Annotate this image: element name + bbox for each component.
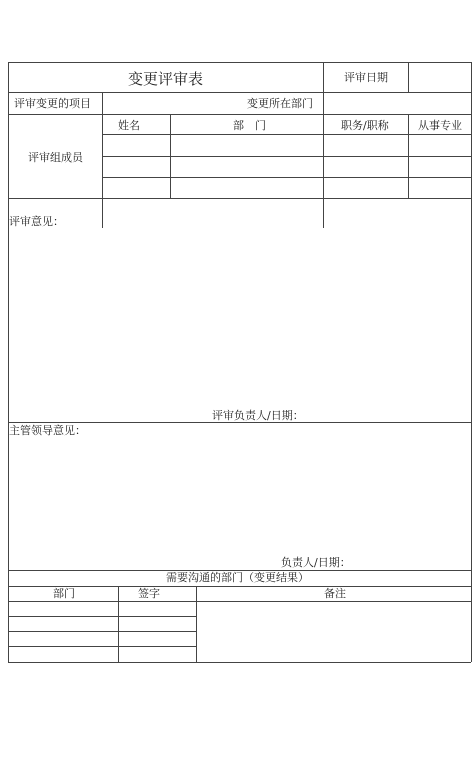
leader-opinion-field[interactable] bbox=[10, 440, 468, 552]
comm-remark-field[interactable] bbox=[198, 603, 469, 660]
comm-row-1-dept[interactable] bbox=[10, 603, 116, 615]
change-item-field[interactable] bbox=[104, 94, 244, 112]
member-row-1-name[interactable] bbox=[104, 136, 168, 154]
change-item-label: 评审变更的项目 bbox=[14, 97, 91, 110]
members-label: 评审组成员 bbox=[28, 151, 83, 164]
leader-opinion-label: 主管领导意见： bbox=[9, 424, 86, 437]
form-border-right bbox=[471, 62, 472, 662]
change-dept-field[interactable] bbox=[325, 94, 469, 112]
comm-col-remark: 备注 bbox=[324, 587, 346, 600]
opinion-sign-label: 评审负责人/日期： bbox=[212, 409, 304, 422]
opinion-field[interactable] bbox=[10, 232, 468, 402]
member-row-2-name[interactable] bbox=[104, 158, 168, 175]
comm-col-sign: 签字 bbox=[138, 587, 160, 600]
review-date-label: 评审日期 bbox=[344, 71, 388, 84]
member-row-3-name[interactable] bbox=[104, 179, 168, 196]
change-dept-label: 变更所在部门 bbox=[247, 97, 313, 110]
review-date-field[interactable] bbox=[410, 64, 469, 90]
member-col-title: 职务/职称 bbox=[341, 119, 389, 132]
member-col-specialty: 从事专业 bbox=[418, 119, 462, 132]
form-border-left bbox=[8, 62, 9, 662]
form-border-top bbox=[8, 62, 471, 63]
opinion-label: 评审意见： bbox=[9, 215, 64, 228]
change-review-form bbox=[8, 62, 471, 662]
leader-sign-label: 负责人/日期： bbox=[281, 556, 351, 569]
form-border-bottom bbox=[8, 662, 471, 663]
comm-col-dept: 部门 bbox=[53, 587, 75, 600]
form-title: 变更评审表 bbox=[128, 70, 204, 88]
comm-row-1-sign[interactable] bbox=[120, 603, 194, 615]
member-col-dept: 部 门 bbox=[233, 119, 266, 132]
comm-header: 需要沟通的部门（变更结果） bbox=[166, 571, 309, 584]
member-col-name: 姓名 bbox=[118, 119, 140, 132]
